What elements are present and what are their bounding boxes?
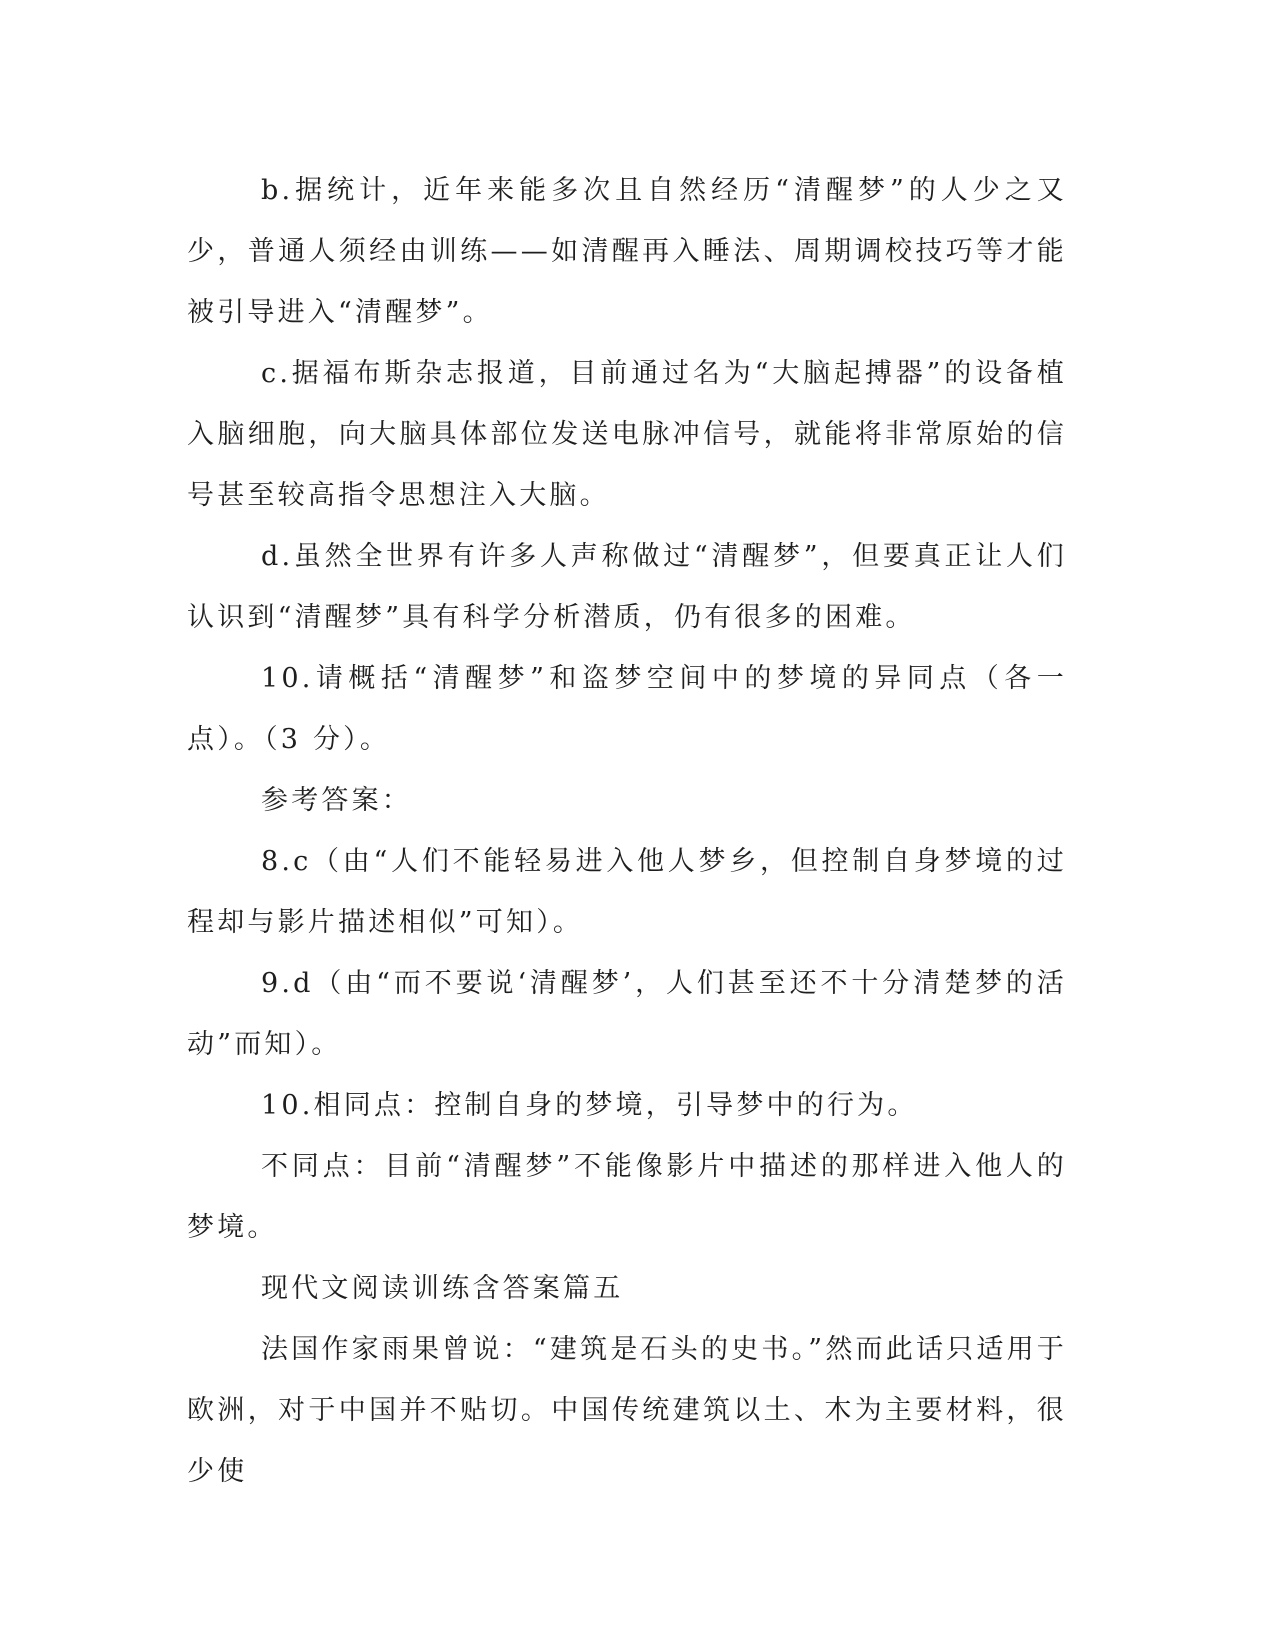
paragraph-passage-start: 法国作家雨果曾说：“建筑是石头的史书。”然而此话只适用于欧洲，对于中国并不贴切。中国传统建筑以土、木为主要材料，很少使 (187, 1334, 1067, 1487)
paragraph-option-c: c.据福布斯杂志报道，目前通过名为“大脑起搏器”的设备植入脑细胞，向大脑具体部位发送电脉冲信号，就能将非常原始的信号甚至较高指令思想注入大脑。 (187, 358, 1067, 511)
paragraph-option-d: d.虽然全世界有许多人声称做过“清醒梦”，但要真正让人们认识到“清醒梦”具有科学分析潜质，仍有很多的困难。 (187, 541, 1067, 633)
paragraph-answer-8: 8.c（由“人们不能轻易进入他人梦乡，但控制自身梦境的过程却与影片描述相似”可知）。 (187, 846, 1067, 938)
paragraph-section-title: 现代文阅读训练含答案篇五 (261, 1273, 624, 1304)
paragraph-option-b: b.据统计，近年来能多次且自然经历“清醒梦”的人少之又少，普通人须经由训练——如清醒再入睡法、周期调校技巧等才能被引导进入“清醒梦”。 (187, 175, 1067, 328)
paragraph-answer-9: 9.d（由“而不要说‘清醒梦’，人们甚至还不十分清楚梦的活动”而知）。 (187, 968, 1067, 1060)
paragraph-answer-heading: 参考答案： (261, 785, 412, 816)
document-body (187, 160, 1067, 1502)
paragraph-answer-10-same: 10.相同点：控制自身的梦境，引导梦中的行为。 (261, 1090, 918, 1121)
paragraph-answer-10-diff: 不同点：目前“清醒梦”不能像影片中描述的那样进入他人的梦境。 (187, 1151, 1067, 1243)
paragraph-question-10: 10.请概括“清醒梦”和盗梦空间中的梦境的异同点（各一点）。（3 分）。 (187, 663, 1067, 755)
